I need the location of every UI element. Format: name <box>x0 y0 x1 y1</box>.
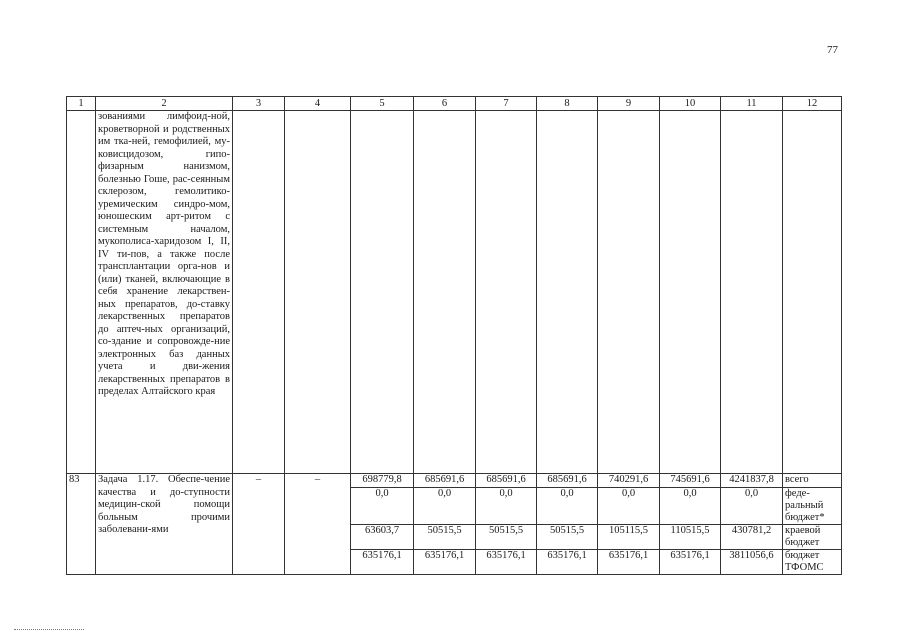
header-cell: 1 <box>67 97 96 111</box>
header-cell: 4 <box>285 97 351 111</box>
header-cell: 8 <box>537 97 598 111</box>
value-cell: 0,0 <box>414 487 476 524</box>
header-cell: 5 <box>351 97 414 111</box>
header-cell: 6 <box>414 97 476 111</box>
value-cell: 635176,1 <box>537 549 598 574</box>
value-cell: 105115,5 <box>598 524 660 549</box>
continuation-text: зованиями лимфоид-ной, кроветворной и родственных им тка-ней, гемофилией, му-ковисцидозом, гипо-физарным нанизмом, болезнью Гоше, рас-сеянным склерозом, гемолитико-уремическим синдро-мом, юношеским арт-ритом с системным началом, мукополиса-харидозом I, II, IV ти-пов, а также после трансплантации орга-нов и (или) тканей, включающие в себя хранение лекарствен-ных препаратов, до-ставку лекарственных препаратов до аптеч-ных организаций, со-здание и сопровожде-ние электронных баз данных учета и дви-жения лекарственных препаратов в пределах Алтайского края <box>96 111 233 474</box>
value-cell: 0,0 <box>351 487 414 524</box>
row-83-total <box>67 474 842 488</box>
col3-value: – <box>233 474 285 575</box>
funding-source: краевой бюджет <box>783 524 842 549</box>
value-cell: 635176,1 <box>414 549 476 574</box>
value-cell: 635176,1 <box>660 549 721 574</box>
continuation-row <box>67 111 842 474</box>
header-cell: 2 <box>96 97 233 111</box>
col4-value: – <box>285 474 351 575</box>
value-cell: 110515,5 <box>660 524 721 549</box>
row-description: Задача 1.17. Обеспе-чение качества и до-ступности медицин-ской помощи больным прочими заболевани-ями <box>96 474 233 575</box>
header-row <box>67 97 842 111</box>
value-cell: 3811056,6 <box>721 549 783 574</box>
value-cell: 0,0 <box>537 487 598 524</box>
value-cell: 0,0 <box>598 487 660 524</box>
value-cell: 635176,1 <box>598 549 660 574</box>
header-cell: 10 <box>660 97 721 111</box>
value-cell: 685691,6 <box>476 474 537 488</box>
funding-source: всего <box>783 474 842 488</box>
header-cell: 7 <box>476 97 537 111</box>
value-cell: 50515,5 <box>414 524 476 549</box>
value-cell: 740291,6 <box>598 474 660 488</box>
value-cell: 50515,5 <box>476 524 537 549</box>
value-cell: 635176,1 <box>351 549 414 574</box>
value-cell: 0,0 <box>721 487 783 524</box>
value-cell: 745691,6 <box>660 474 721 488</box>
value-cell: 430781,2 <box>721 524 783 549</box>
header-cell: 9 <box>598 97 660 111</box>
funding-source: бюджет ТФОМС <box>783 549 842 574</box>
value-cell: 50515,5 <box>537 524 598 549</box>
value-cell: 698779,8 <box>351 474 414 488</box>
value-cell: 0,0 <box>660 487 721 524</box>
header-cell: 11 <box>721 97 783 111</box>
value-cell: 4241837,8 <box>721 474 783 488</box>
budget-table <box>66 96 842 575</box>
value-cell: 0,0 <box>476 487 537 524</box>
value-cell: 685691,6 <box>537 474 598 488</box>
page-number: 77 <box>827 44 838 56</box>
header-cell: 3 <box>233 97 285 111</box>
row-number: 83 <box>67 474 96 575</box>
value-cell: 685691,6 <box>414 474 476 488</box>
value-cell: 63603,7 <box>351 524 414 549</box>
value-cell: 635176,1 <box>476 549 537 574</box>
scan-artifact <box>14 629 84 630</box>
header-cell: 12 <box>783 97 842 111</box>
funding-source: феде-ральный бюджет* <box>783 487 842 524</box>
